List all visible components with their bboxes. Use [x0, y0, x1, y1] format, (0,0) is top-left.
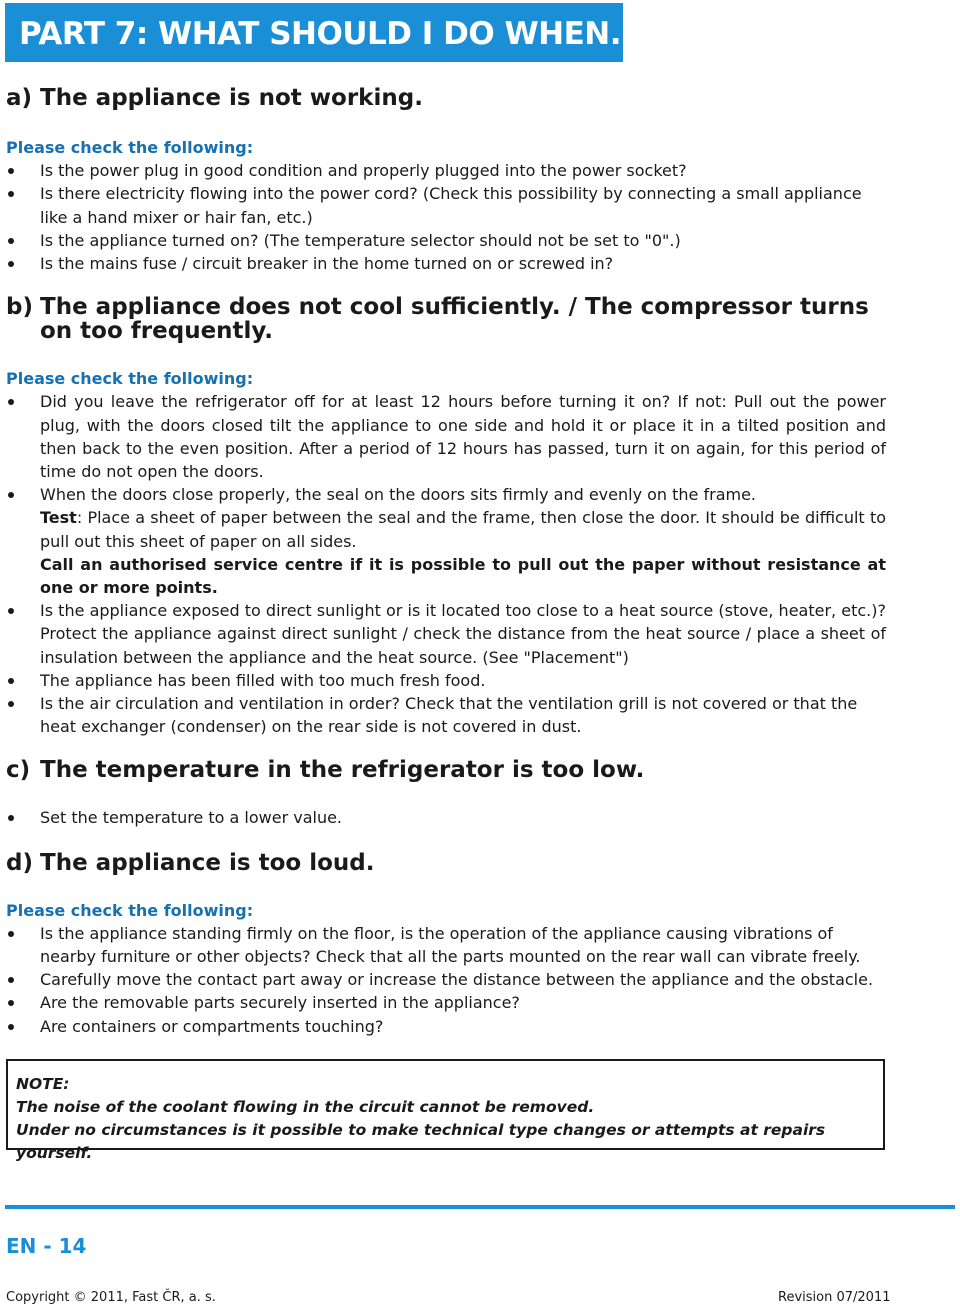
section-c-letter: c) [6, 757, 31, 784]
list-item: The appliance has been filled with too much fresh food. [6, 669, 886, 692]
section-b-list [6, 390, 886, 738]
list-item: Is the appliance turned on? (The temperature selector should not be set to "0".) [6, 229, 886, 252]
list-item: Is the appliance standing firmly on the floor, is the operation of the appliance causing vibrations of nearby furniture or other objects? Check that all the parts mounted on the rear wall can vibrate freely. [6, 922, 886, 968]
list-item: Is the air circulation and ventilation in order? Check that the ventilation grill is not covered or that the heat exchanger (condenser) on the rear side is not covered in dust. [6, 692, 886, 738]
list-item: Carefully move the contact part away or increase the distance between the appliance and the obstacle. [6, 968, 886, 991]
section-a-list [6, 159, 886, 275]
note-line-2: Under no circumstances is it possible to make technical type changes or attempts at repairs yourself. [16, 1121, 826, 1162]
list-item: Is the power plug in good condition and properly plugged into the power socket? [6, 159, 886, 182]
list-item: Are the removable parts securely inserted in the appliance? [6, 991, 886, 1014]
section-a-check: Please check the following: [6, 138, 254, 157]
section-a-heading [6, 86, 886, 110]
footer-divider [5, 1205, 955, 1209]
page-header [5, 3, 644, 62]
section-c-heading [6, 758, 886, 782]
list-item-text: When the doors close properly, the seal on the doors sits firmly and evenly on the frame. [40, 485, 757, 505]
note-label: NOTE: [16, 1075, 70, 1093]
page-number: EN - 14 [6, 1234, 87, 1258]
list-item [6, 483, 886, 599]
test-label: Test [40, 508, 77, 528]
section-d-title: The appliance is too loud. [40, 849, 375, 876]
section-b-check: Please check the following: [6, 369, 254, 389]
section-d-heading [6, 851, 886, 875]
section-c-title: The temperature in the refrigerator is too low. [40, 757, 645, 784]
call-service-text: Call an authorised service centre if it is possible to pull out the paper without resistance at one or more points. [40, 554, 886, 598]
section-a-title: The appliance is not working. [40, 85, 423, 111]
list-item: Is the appliance exposed to direct sunlight or is it located too close to a heat source (stove, heater, etc.)? Protect the appliance against direct sunlight / check the distance from the heat source / place a sheet of insulation between the appliance and the heat source. (See "Placement") [6, 599, 886, 669]
section-b-title: The appliance does not cool sufficiently. / The compressor turns on too frequently. [40, 294, 869, 345]
list-item: Did you leave the refrigerator off for at least 12 hours before turning it on? If not: Pull out the power plug, with the doors closed tilt the appliance to one side and hold it or place it in a tilted position and then back to the even position. After a period of 12 hours has passed, turn it on again, for this period of time do not open the doors. [6, 390, 886, 483]
list-item: Is there electricity flowing into the power cord? (Check this possibility by connecting a small appliance like a hand mixer or hair fan, etc.) [6, 182, 886, 228]
section-d-check: Please check the following: [6, 900, 254, 920]
test-paragraph [40, 506, 886, 552]
section-b-letter: b) [6, 294, 33, 321]
section-a-letter: a) [6, 85, 33, 111]
revision-value: 07/2011 [836, 1290, 891, 1305]
list-item: Are containers or compartments touching? [6, 1015, 886, 1038]
list-item: Set the temperature to a lower value. [6, 806, 886, 829]
list-item: Is the mains fuse / circuit breaker in the home turned on or screwed in? [6, 252, 886, 275]
revision [778, 1290, 891, 1305]
copyright: Copyright © 2011, Fast ČR, a. s. [6, 1290, 216, 1305]
section-b-heading [6, 295, 886, 343]
section-d-letter: d) [6, 849, 33, 876]
section-c-list [6, 806, 886, 829]
page-title: PART 7: WHAT SHOULD I DO WHEN... [19, 16, 644, 52]
section-d-list [6, 922, 886, 1038]
test-text: : Place a sheet of paper between the seal and the frame, then close the door. It should be difficult to pull out this sheet of paper on all sides. [40, 508, 886, 551]
note-line-1: The noise of the coolant flowing in the circuit cannot be removed. [16, 1098, 595, 1116]
note-box [6, 1059, 885, 1162]
content [6, 86, 886, 1038]
revision-label: Revision [778, 1290, 833, 1305]
